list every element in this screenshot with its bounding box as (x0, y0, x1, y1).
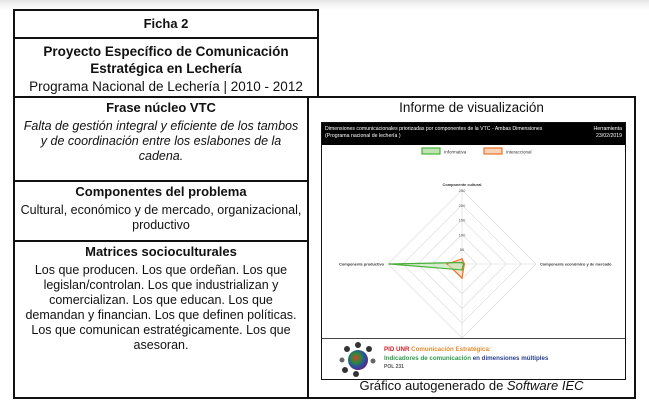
data-point-informativa (389, 263, 391, 265)
data-point-informativa (461, 269, 463, 271)
caption-software: Software IEC (506, 378, 584, 393)
report-date: 23/02/2019 (596, 133, 622, 139)
legend-swatch-interaccional (484, 148, 502, 154)
caption-prefix: Gráfico autogenerado de (359, 378, 507, 393)
series-area-informativa (389, 263, 463, 270)
footer-ind: Indicadores de comunicación (384, 354, 473, 362)
data-point-interaccional (461, 277, 463, 279)
informe-title: Informe de visualización (399, 100, 544, 115)
axis-label: Componente productivo (339, 261, 384, 267)
frase-text: Falta de gestión integral y eficiente de los tambos y de coordinación entre los eslabones de la cadena. (23, 119, 299, 163)
data-point-interaccional (463, 263, 465, 265)
data-point-interaccional (446, 263, 448, 265)
footer-pid: PID UNR (384, 346, 412, 353)
legend-swatch-informativa (422, 148, 440, 154)
tick-label: 100 (458, 232, 466, 238)
project-header (13, 37, 319, 98)
report-tool-label: Herramienta (593, 126, 622, 132)
matrices-section (15, 242, 307, 397)
informe-caption (309, 378, 634, 394)
footer-code: POL 231 (384, 364, 404, 370)
tick-label: 250 (458, 188, 466, 193)
left-column (13, 96, 309, 399)
report-footer (322, 338, 625, 379)
legend-label-informativa: Informativa (444, 149, 467, 155)
matrices-heading: Matrices socioculturales (85, 244, 237, 259)
radar-chart (322, 145, 624, 341)
frase-section (15, 98, 307, 182)
axis-label: Componente cultural (442, 182, 482, 187)
project-title: Proyecto Específico de Comunicación Estratégica en Lechería (43, 44, 289, 76)
footer-dim: en dimensiones múltiples (472, 354, 549, 362)
data-point-interaccional (461, 258, 463, 260)
project-logo-icon (328, 339, 388, 379)
report-header-title: Dimensiones comunicacionales priorizadas por componentes de la VTC - Ambas Dimensiones (325, 126, 543, 132)
tick-label: 200 (458, 202, 466, 208)
project-subtitle: Programa Nacional de Lechería | 2010 - 2012 (29, 79, 303, 94)
footer-com: Comunicación Estratégica: (411, 346, 491, 353)
componentes-text: Cultural, económico y de mercado, organizacional, productivo (20, 203, 302, 232)
data-point-informativa (461, 262, 463, 264)
frase-heading: Frase núcleo VTC (106, 100, 216, 115)
informe-panel (307, 96, 636, 399)
legend-label-interaccional: Interaccional (506, 149, 532, 155)
report-header (322, 123, 625, 145)
tick-label: 150 (458, 217, 466, 223)
axis-label: Componente económico y de mercado (540, 261, 612, 267)
componentes-heading: Componentes del problema (75, 184, 247, 199)
report-image (321, 122, 626, 380)
footer-text (384, 346, 548, 372)
ficha-title: Ficha 2 (13, 9, 319, 39)
matrices-text: Los que producen. Los que ordeñan. Los que legislan/controlan. Los que industrializan y comercializan. Los que educan. Los que demandan y financian. Los que definen políticas. Los que comunican estratégicamente. Los que asesoran. (25, 263, 297, 352)
componentes-section (15, 182, 307, 242)
report-header-subtitle: (Programa nacional de lechería ) (325, 133, 401, 139)
tick-label: 50 (459, 247, 465, 253)
